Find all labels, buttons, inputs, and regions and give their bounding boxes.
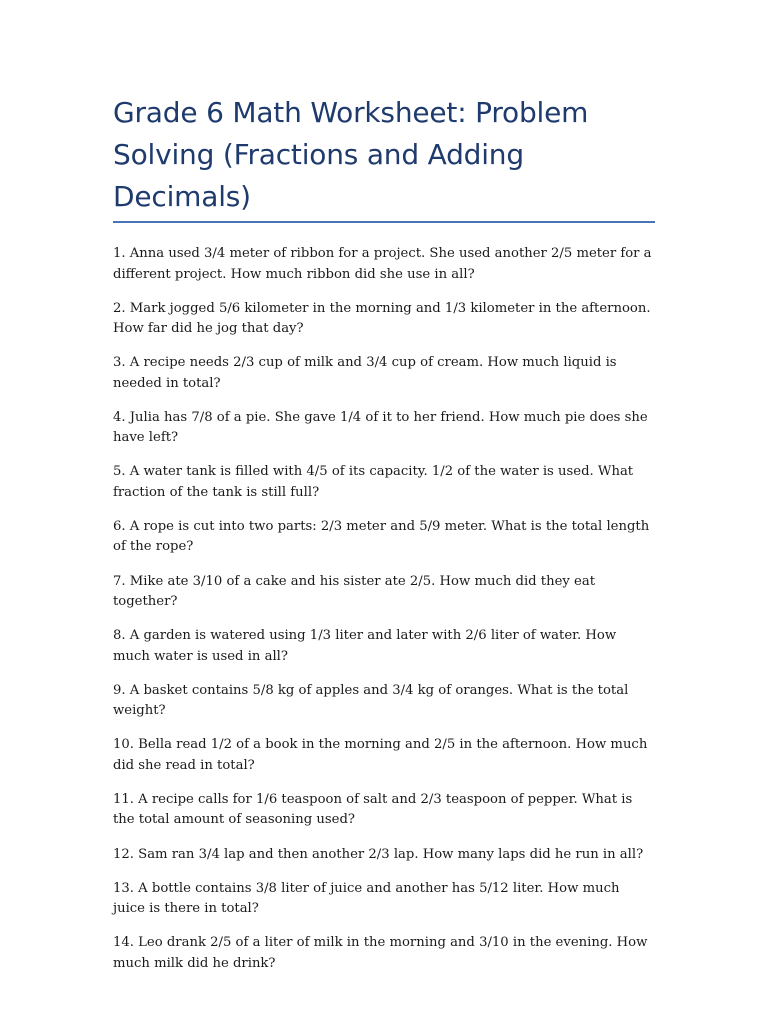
- page-title: Grade 6 Math Worksheet: Problem Solving (Fractions and Adding Decimals): [113, 96, 589, 213]
- question-item: 5. A water tank is filled with 4/5 of its capacity. 1/2 of the water is used. What fraction of the tank is still full?: [113, 464, 634, 500]
- question-item: 2. Mark jogged 5/6 kilometer in the morning and 1/3 kilometer in the afternoon. How far did he jog that day?: [113, 300, 651, 337]
- title-divider: [113, 221, 655, 223]
- question-item: 14. Leo drank 2/5 of a liter of milk in the morning and 3/10 in the evening. How much milk did he drink?: [113, 935, 648, 971]
- question-item: 11. A recipe calls for 1/6 teaspoon of salt and 2/3 teaspoon of pepper. What is the total amount of seasoning used?: [113, 791, 633, 828]
- question-item: 7. Mike ate 3/10 of a cake and his sister ate 2/5. How much did they eat together?: [113, 573, 596, 610]
- question-item: 1. Anna used 3/4 meter of ribbon for a project. She used another 2/5 meter for a different project. How much ribbon did she use in all?: [113, 246, 652, 282]
- question-item: 10. Bella read 1/2 of a book in the morning and 2/5 in the afternoon. How much did she read in total?: [113, 737, 648, 773]
- question-item: 13. A bottle contains 3/8 liter of juice and another has 5/12 liter. How much juice is there in total?: [113, 880, 620, 917]
- question-item: 12. Sam ran 3/4 lap and then another 2/3 lap. How many laps did he run in all?: [113, 846, 644, 862]
- question-item: 4. Julia has 7/8 of a pie. She gave 1/4 of it to her friend. How much pie does she have left?: [113, 409, 648, 446]
- question-item: 3. A recipe needs 2/3 cup of milk and 3/4 cup of cream. How much liquid is needed in total?: [113, 355, 617, 391]
- worksheet-page: [113, 92, 655, 988]
- question-item: 6. A rope is cut into two parts: 2/3 meter and 5/9 meter. What is the total length of the rope?: [113, 518, 650, 555]
- question-list: [113, 244, 655, 974]
- question-item: 8. A garden is watered using 1/3 liter and later with 2/6 liter of water. How much water is used in all?: [113, 628, 617, 664]
- question-item: 9. A basket contains 5/8 kg of apples and 3/4 kg of oranges. What is the total weight?: [113, 682, 629, 719]
